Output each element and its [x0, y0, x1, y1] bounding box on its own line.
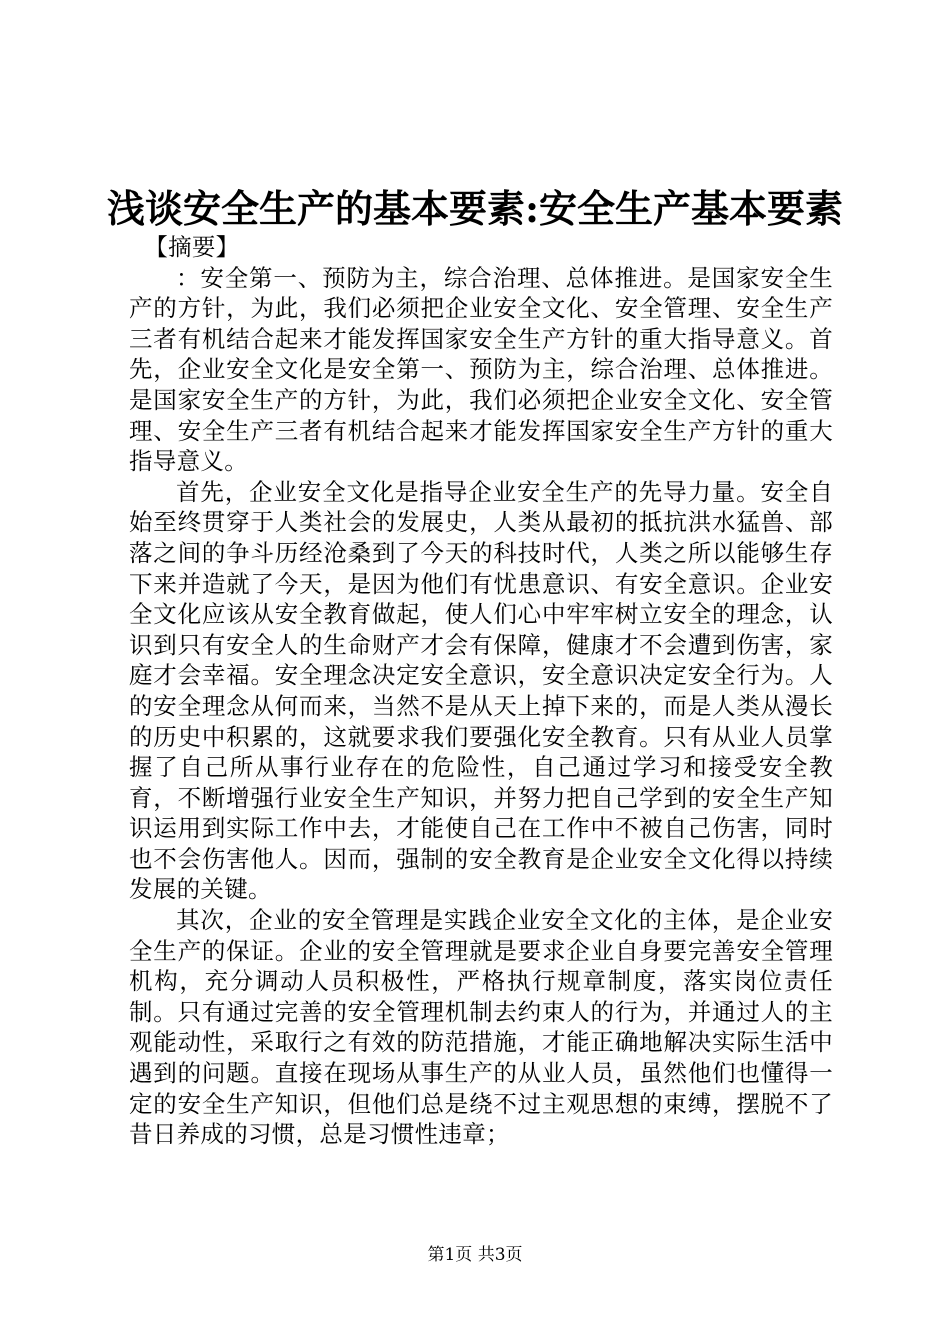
paragraph-abstract: ：安全第一、预防为主，综合治理、总体推进。是国家安全生产的方针，为此，我们必须把企业安全文化、安全管理、安全生产三者有机结合起来才能发挥国家安全生产方针的重大指导意义。首先，企业安全文化是安全第一、预防为主，综合治理、总体推进。是国家安全生产的方针，为此，我们必须把企业安全文化、安全管理、安全生产三者有机结合起来才能发挥国家安全生产方针的重大指导意义。: [129, 263, 833, 476]
abstract-label: 【摘要】: [144, 233, 240, 261]
document-body: [129, 232, 833, 1150]
page-number-footer: 第1页 共3页: [427, 1245, 523, 1265]
paragraph-first: 首先，企业安全文化是指导企业安全生产的先导力量。安全自始至终贯穿于人类社会的发展史，人类从最初的抵抗洪水猛兽、部落之间的争斗历经沧桑到了今天的科技时代，人类之所以能够生存下来并造就了今天，是因为他们有忧患意识、有安全意识。企业安全文化应该从安全教育做起，使人们心中牢牢树立安全的理念，认识到只有安全人的生命财产才会有保障，健康才不会遭到伤害，家庭才会幸福。安全理念决定安全意识，安全意识决定安全行为。人的安全理念从何而来，当然不是从天上掉下来的，而是人类从漫长的历史中积累的，这就要求我们要强化安全教育。只有从业人员掌握了自己所从事行业存在的危险性，自己通过学习和接受安全教育，不断增强行业安全生产知识，并努力把自己学到的安全生产知识运用到实际工作中去，才能使自己在工作中不被自己伤害，同时也不会伤害他人。因而，强制的安全教育是企业安全文化得以持续发展的关键。: [129, 477, 833, 904]
paragraph-second: 其次，企业的安全管理是实践企业安全文化的主体，是企业安全生产的保证。企业的安全管理就是要求企业自身要完善安全管理机构，充分调动人员积极性，严格执行规章制度，落实岗位责任制。只有通过完善的安全管理机制去约束人的行为，并通过人的主观能动性，采取行之有效的防范措施，才能正确地解决实际生活中遇到的问题。直接在现场从事生产的从业人员，虽然他们也懂得一定的安全生产知识，但他们总是绕不过主观思想的束缚，摆脱不了昔日养成的习惯，总是习惯性违章；: [129, 906, 833, 1149]
document-title: 浅谈安全生产的基本要素:安全生产基本要素: [106, 186, 844, 231]
